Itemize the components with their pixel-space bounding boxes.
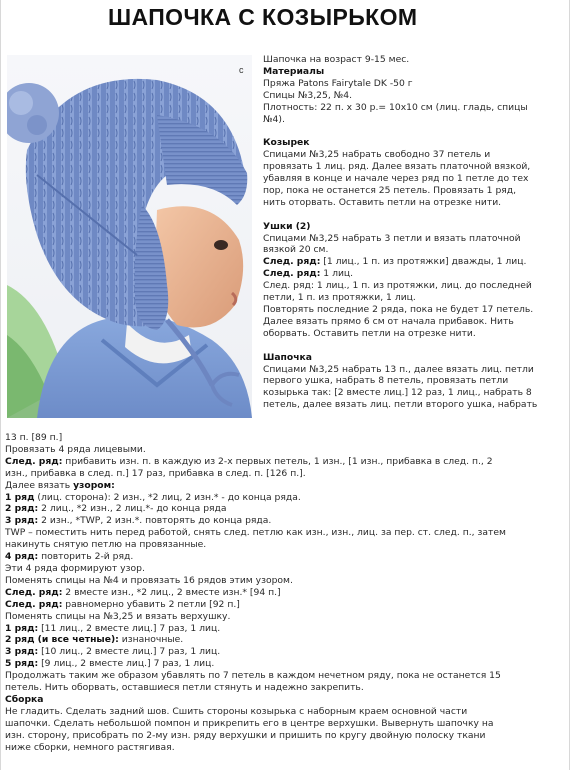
text-line — [5, 456, 565, 468]
text-line — [5, 480, 565, 492]
text-line — [5, 682, 565, 694]
page-border-right — [569, 0, 570, 770]
line-text: нить оторвать. Оставить петли на отрезке нити. — [263, 196, 502, 208]
text-line — [263, 185, 566, 197]
row-label: 2 ряд: — [5, 503, 39, 515]
text-line — [5, 527, 565, 539]
text-line — [263, 375, 566, 387]
text-line — [5, 706, 565, 718]
section-heading: Материалы — [263, 65, 325, 77]
photo-corner-mark: c — [239, 65, 244, 75]
text-line — [5, 730, 565, 742]
line-text: петель, далее вязать лиц. петли второго ушка, набрать — [263, 399, 538, 411]
line-text: равномерно убавить 2 петли [92 п.] — [62, 598, 240, 610]
row-label: 3 ряд: — [5, 515, 39, 527]
text-line — [263, 161, 566, 173]
text-line — [263, 328, 566, 340]
line-text: оборвать. Оставить петли на отрезке нити. — [263, 327, 476, 339]
line-text: Спицами №3,25 набрать 3 петли и вязать платочной — [263, 232, 521, 244]
photo-baby-in-knitted-hat — [7, 55, 252, 418]
line-text: убавляя в конце и начале через ряд по 1 петле до тех — [263, 173, 529, 185]
text-line — [5, 503, 565, 515]
text-line — [263, 114, 566, 126]
line-text: Провязать 4 ряда лицевыми. — [5, 443, 146, 455]
line-text: 1 лиц. — [320, 268, 354, 280]
text-line — [263, 149, 566, 161]
text-line — [263, 316, 566, 328]
line-text: 13 п. [89 п.] — [5, 432, 63, 443]
page-border-left — [0, 0, 1, 770]
section-heading: Ушки (2) — [263, 220, 311, 232]
row-label: След. ряд: — [5, 598, 63, 610]
text-line — [5, 551, 565, 563]
line-text: прибавить изн. п. в каждую из 2-х первых петель, 1 изн., [1 изн., прибавка в след. п., 2 — [62, 455, 493, 467]
text-line — [263, 268, 566, 280]
row-label: След. ряд: — [263, 268, 321, 280]
row-label: узором: — [73, 479, 115, 491]
line-text: повторить 2-й ряд. — [38, 551, 134, 563]
line-text: провязать 1 лиц. ряд. Далее вязать платочной вязкой, — [263, 161, 531, 173]
line-text: шапочки. Сделать небольшой помпон и прикрепить его в центре верхушки. Вывернуть шапочку на — [5, 717, 494, 729]
text-line — [263, 78, 566, 90]
row-label: 1 ряд: — [5, 622, 39, 634]
line-text: Повторять последние 2 ряда, пока не будет 17 петель. — [263, 304, 534, 315]
line-text: [11 лиц., 2 вместе лиц.] 7 раз, 1 лиц. — [38, 622, 221, 634]
paragraph-gap — [263, 340, 566, 352]
row-label: 2 ряд (и все четные): — [5, 634, 119, 646]
text-line — [263, 197, 566, 209]
text-line — [5, 468, 565, 480]
line-text: 2 лиц., *2 изн., 2 лиц.*- до конца ряда — [38, 503, 227, 515]
text-line — [263, 280, 566, 292]
right-column-text — [263, 54, 566, 411]
line-text: изнаночные. — [118, 634, 184, 646]
text-line — [263, 364, 566, 376]
section-heading: Козырек — [263, 137, 310, 149]
line-text: [9 лиц., 2 вместе лиц.] 7 раз, 1 лиц. — [38, 658, 215, 670]
text-line — [5, 670, 565, 682]
line-text: накинуть снятую петлю на провязанные. — [5, 539, 207, 551]
line-text: 2 вместе изн., *2 лиц., 2 вместе изн.* [94 п.] — [62, 586, 281, 598]
text-line — [5, 658, 565, 670]
text-line — [5, 718, 565, 730]
line-text: [1 лиц., 1 п. из протяжки] дважды, 1 лиц. — [320, 256, 527, 268]
text-line — [5, 444, 565, 456]
line-text: изн. сторону, присобрать по 2-му изн. ряду верхушки и пришить по кругу двойную полоску ткани — [5, 729, 486, 741]
line-text: первого ушка, набрать 8 петель, провязать петли — [263, 375, 509, 387]
row-label: След. ряд: — [5, 586, 63, 598]
line-text: козырька так: [2 вместе лиц.] 12 раз, 1 лиц., набрать 8 — [263, 387, 532, 399]
text-line — [263, 387, 566, 399]
line-text: Продолжать таким же образом убавлять по 7 петель в каждом нечетном ряду, пока не останется 15 — [5, 670, 501, 682]
line-text: TWP – поместить нить перед работой, снять след. петлю как изн., изн., лиц. за пер. ст. след. п., затем — [5, 527, 506, 539]
line-text: Спицами №3,25 набрать свободно 37 петель и — [263, 149, 491, 161]
row-label: 1 ряд — [5, 491, 35, 503]
text-line — [5, 587, 565, 599]
text-line — [5, 575, 565, 587]
row-label: 3 ряд: — [5, 646, 39, 658]
line-text: пор, пока не останется 25 петель. Провязать 1 ряд, — [263, 184, 517, 196]
paragraph-gap — [263, 125, 566, 137]
line-text: (лиц. сторона): 2 изн., *2 лиц, 2 изн.* - до конца ряда. — [34, 491, 301, 503]
line-text: Не гладить. Сделать задний шов. Сшить стороны козырька с наборным краем основной части — [5, 705, 468, 717]
text-line — [5, 539, 565, 551]
text-line — [5, 492, 565, 504]
text-line — [263, 54, 566, 66]
line-text: Поменять спицы на №4 и провязать 16 рядов этим узором. — [5, 574, 293, 586]
line-text: Далее вязать прямо 6 см от начала прибавок. Нить — [263, 315, 514, 327]
paragraph-gap — [263, 209, 566, 221]
text-line — [263, 102, 566, 114]
line-text: №4). — [263, 113, 285, 125]
text-line — [5, 634, 565, 646]
text-line — [263, 90, 566, 102]
line-text: Спицы №3,25, №4. — [263, 89, 352, 101]
row-label: 5 ряд: — [5, 658, 39, 670]
line-text: Поменять спицы на №3,25 и вязать верхушку. — [5, 610, 231, 622]
row-label: 4 ряд: — [5, 551, 39, 563]
line-text: Спицами №3,25 набрать 13 п., далее вязать лиц. петли — [263, 363, 534, 375]
row-label: След. ряд: — [5, 455, 63, 467]
full-width-text — [5, 432, 565, 753]
text-line — [263, 256, 566, 268]
line-text: петли, 1 п. из протяжки, 1 лиц. — [263, 292, 416, 304]
text-line — [5, 563, 565, 575]
line-text: Далее вязать — [5, 479, 74, 491]
text-line — [5, 611, 565, 623]
row-label: След. ряд: — [263, 256, 321, 268]
text-line — [5, 599, 565, 611]
line-text: Шапочка на возраст 9-15 мес. — [263, 54, 410, 65]
text-line — [263, 233, 566, 245]
line-text: вязкой 20 см. — [263, 244, 329, 256]
line-text: ниже сборки, немного растягивая. — [5, 741, 175, 753]
text-line — [5, 623, 565, 635]
line-text: След. ряд: 1 лиц., 1 п. из протяжки, лиц. до последней — [263, 280, 532, 292]
line-text: [10 лиц., 2 вместе лиц.] 7 раз, 1 лиц. — [38, 646, 221, 658]
text-line — [263, 399, 566, 411]
line-text: Плотность: 22 п. х 30 р.= 10х10 см (лиц. гладь, спицы — [263, 101, 528, 113]
text-line — [5, 515, 565, 527]
page-title: ШАПОЧКА С КОЗЫРЬКОМ — [108, 4, 418, 30]
line-text: 2 изн., *TWP, 2 изн.*. повторять до конца ряда. — [38, 515, 272, 527]
line-text: Пряжа Patons Fairytale DK -50 г — [263, 77, 413, 89]
text-line — [263, 292, 566, 304]
line-text: Эти 4 ряда формируют узор. — [5, 562, 145, 574]
text-line — [5, 646, 565, 658]
text-line — [263, 244, 566, 256]
line-text: петель. Нить оборвать, оставшиеся петли стянуть и надежно закрепить. — [5, 682, 364, 694]
section-heading: Сборка — [5, 693, 44, 705]
line-text: изн., прибавка в след. п.] 17 раз, прибавка в след. п. [126 п.]. — [5, 467, 306, 479]
section-heading: Шапочка — [263, 351, 312, 363]
text-line — [263, 173, 566, 185]
text-line — [5, 742, 565, 754]
text-line — [5, 432, 565, 444]
text-line — [263, 304, 566, 316]
